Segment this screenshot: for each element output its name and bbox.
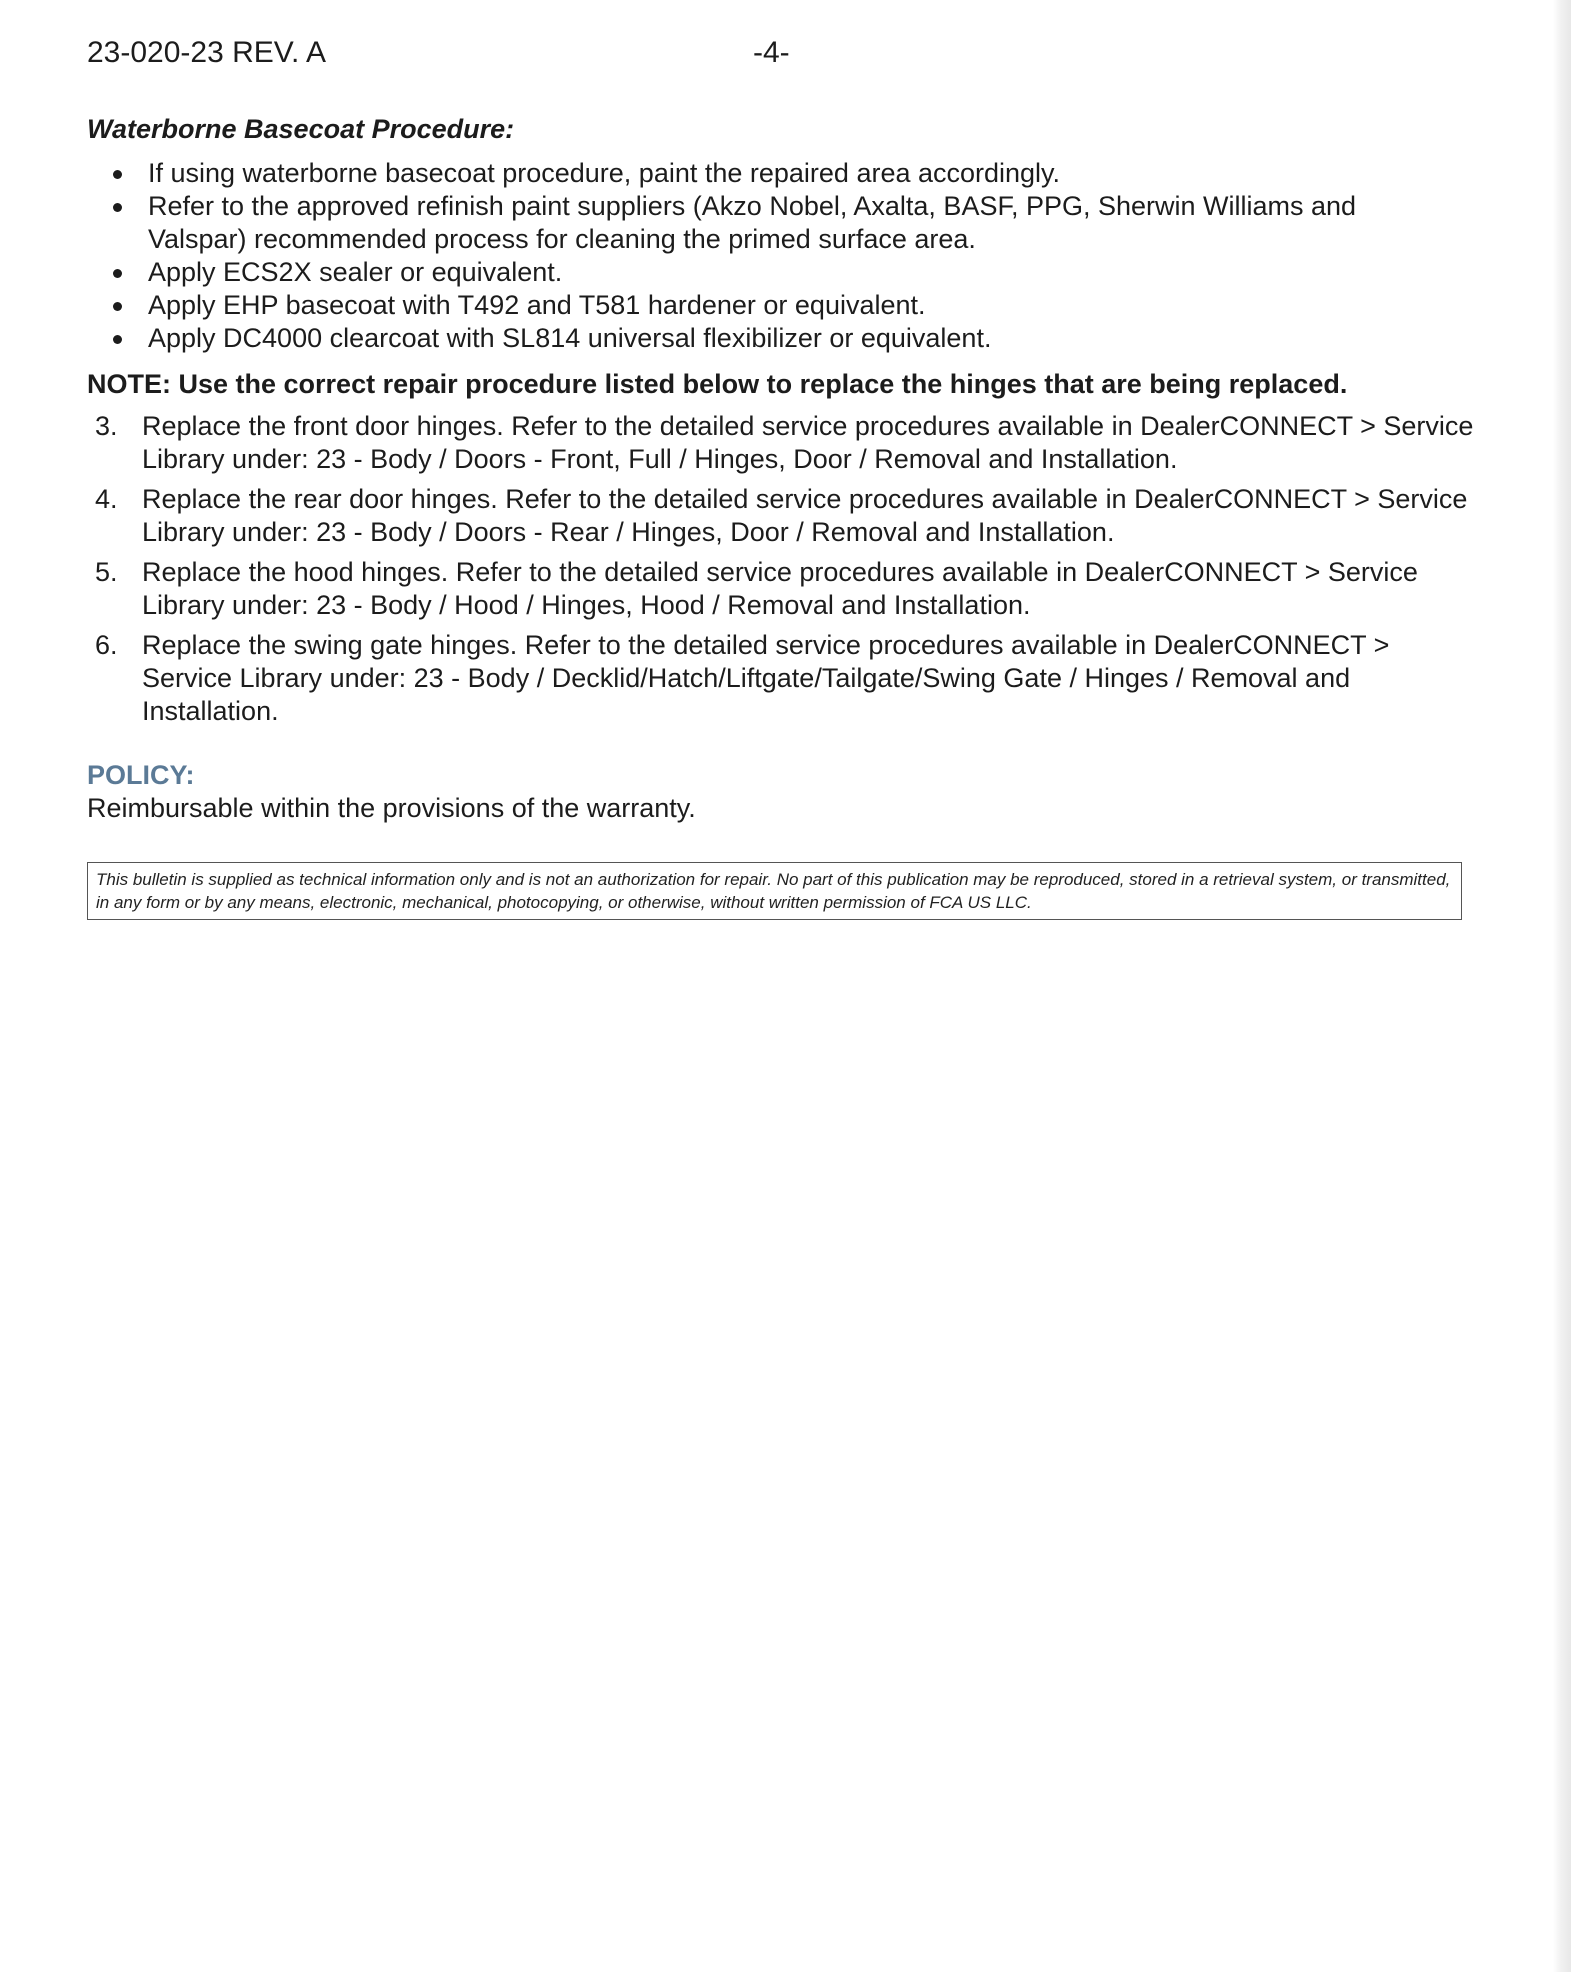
page-number: -4- [753,36,790,69]
repair-note: NOTE: Use the correct repair procedure listed below to replace the hinges that are being replaced. [87,369,1348,399]
step-number: 4. [95,484,118,514]
bullet-text: Refer to the approved refinish paint suppliers (Akzo Nobel, Axalta, BASF, PPG, Sherwin Williams and Valspar) recommended process for cleaning the primed surface area. [148,191,1357,254]
step-number: 5. [95,557,118,587]
step-text: Replace the swing gate hinges. Refer to the detailed service procedures available in DealerCONNECT > Service Library under: 23 - Body / Decklid/Hatch/Liftgate/Tailgate/Swing Gate / Hinges / Removal and Installation. [142,630,1390,726]
bullet-text: Apply ECS2X sealer or equivalent. [148,257,563,287]
policy-text: Reimbursable within the provisions of the warranty. [87,793,696,823]
page-header [87,36,1462,76]
bullet-icon [113,203,122,212]
procedure-bullet-list [87,157,1462,355]
disclaimer-box: This bulletin is supplied as technical information only and is not an authorization for repair. No part of this publication may be reproduced, stored in a retrieval system, or transmitted, in any form or by any means, electronic, mechanical, photocopying, or otherwise, without written permission of FCA US LLC. [87,862,1462,920]
step-item [87,629,1477,728]
step-number: 3. [95,411,118,441]
step-text: Replace the rear door hinges. Refer to the detailed service procedures available in DealerCONNECT > Service Library under: 23 - Body / Doors - Rear / Hinges, Door / Removal and Installation. [142,484,1468,547]
document-number: 23-020-23 REV. A [87,36,327,69]
bullet-icon [113,335,122,344]
bullet-icon [113,170,122,179]
step-number: 6. [95,630,118,660]
step-text: Replace the hood hinges. Refer to the detailed service procedures available in DealerCONNECT > Service Library under: 23 - Body / Hood / Hinges, Hood / Removal and Installation. [142,557,1418,620]
step-text: Replace the front door hinges. Refer to the detailed service procedures available in DealerCONNECT > Service Library under: 23 - Body / Doors - Front, Full / Hinges, Door / Removal and Installation. [142,411,1474,474]
step-item [87,410,1477,476]
bullet-item [87,157,1462,190]
bullet-item [87,256,1462,289]
step-item [87,483,1477,549]
repair-steps-list [87,410,1477,735]
bullet-item [87,190,1462,256]
bullet-text: If using waterborne basecoat procedure, paint the repaired area accordingly. [148,158,1061,188]
page-edge-shadow [1553,0,1571,1972]
policy-heading: POLICY: [87,760,195,790]
step-item [87,556,1477,622]
bullet-item [87,289,1462,322]
bullet-text: Apply EHP basecoat with T492 and T581 hardener or equivalent. [148,290,926,320]
bullet-text: Apply DC4000 clearcoat with SL814 universal flexibilizer or equivalent. [148,323,992,353]
bullet-icon [113,302,122,311]
bullet-item [87,322,1462,355]
section-title: Waterborne Basecoat Procedure: [87,114,515,144]
bullet-icon [113,269,122,278]
